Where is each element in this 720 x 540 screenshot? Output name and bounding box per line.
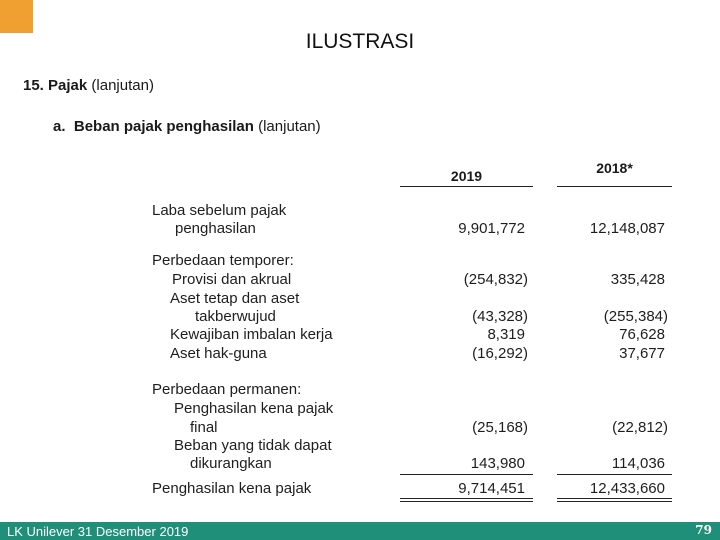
value-2019: 9,901,772 [458,220,525,237]
section-suffix: (lanjutan) [91,77,154,94]
value-2019: (25,168) [472,419,528,436]
group-heading: Perbedaan temporer: [152,252,294,269]
value-2018: 114,036 [611,455,665,472]
total-double-rule-2019 [400,501,533,502]
subtotal-rule-2019 [400,474,533,475]
section-number: 15. [23,77,44,94]
column-header-2018: 2018* [596,160,633,176]
subsection-suffix: (lanjutan) [258,118,321,135]
group-heading: Perbedaan permanen: [152,381,302,398]
row-label: Laba sebelum pajak [152,202,287,219]
row-label: Kewajiban imbalan kerja [170,326,333,343]
header-rule-2018 [557,186,672,187]
subtotal-rule-2018 [557,474,672,475]
footer-bar [0,522,720,540]
row-label: Penghasilan kena pajak [174,400,334,417]
subsection-title: Beban pajak penghasilan [73,118,254,135]
slide-title: ILUSTRASI [305,30,415,53]
value-2018: 335,428 [610,271,665,288]
page-number: 79 [695,523,712,537]
value-2018: 12,148,087 [589,220,665,237]
total-rule-2019 [400,498,533,499]
value-2019: 8,319 [487,326,525,343]
value-2019: (43,328) [472,308,528,325]
subsection-heading [53,118,321,135]
section-heading [23,77,154,94]
total-label: Penghasilan kena pajak [152,480,312,497]
row-label: penghasilan [175,220,256,237]
row-label: Aset hak-guna [170,345,267,362]
value-2018: (255,384) [603,308,668,325]
value-2018: 76,628 [619,326,665,343]
total-rule-2018 [557,498,672,499]
total-2018: 12,433,660 [589,480,665,497]
row-label: Beban yang tidak dapat [174,437,332,454]
footer-text: LK Unilever 31 Desember 2019 [7,524,189,539]
value-2019: 143,980 [470,455,525,472]
row-label: Aset tetap dan aset [170,290,300,307]
row-label: dikurangkan [190,455,272,472]
value-2019: (254,832) [463,271,528,288]
section-title: Pajak [48,77,88,94]
total-double-rule-2018 [557,501,672,502]
subsection-letter: a. [53,118,66,135]
row-label: final [190,419,218,436]
column-header-2019: 2019 [450,168,483,184]
header-rule-2019 [400,186,533,187]
value-2018: (22,812) [612,419,668,436]
row-label: Provisi dan akrual [172,271,292,288]
orange-corner-accent [0,0,33,33]
total-2019: 9,714,451 [458,480,525,497]
value-2019: (16,292) [472,345,528,362]
row-label: takberwujud [195,308,276,325]
value-2018: 37,677 [619,345,665,362]
